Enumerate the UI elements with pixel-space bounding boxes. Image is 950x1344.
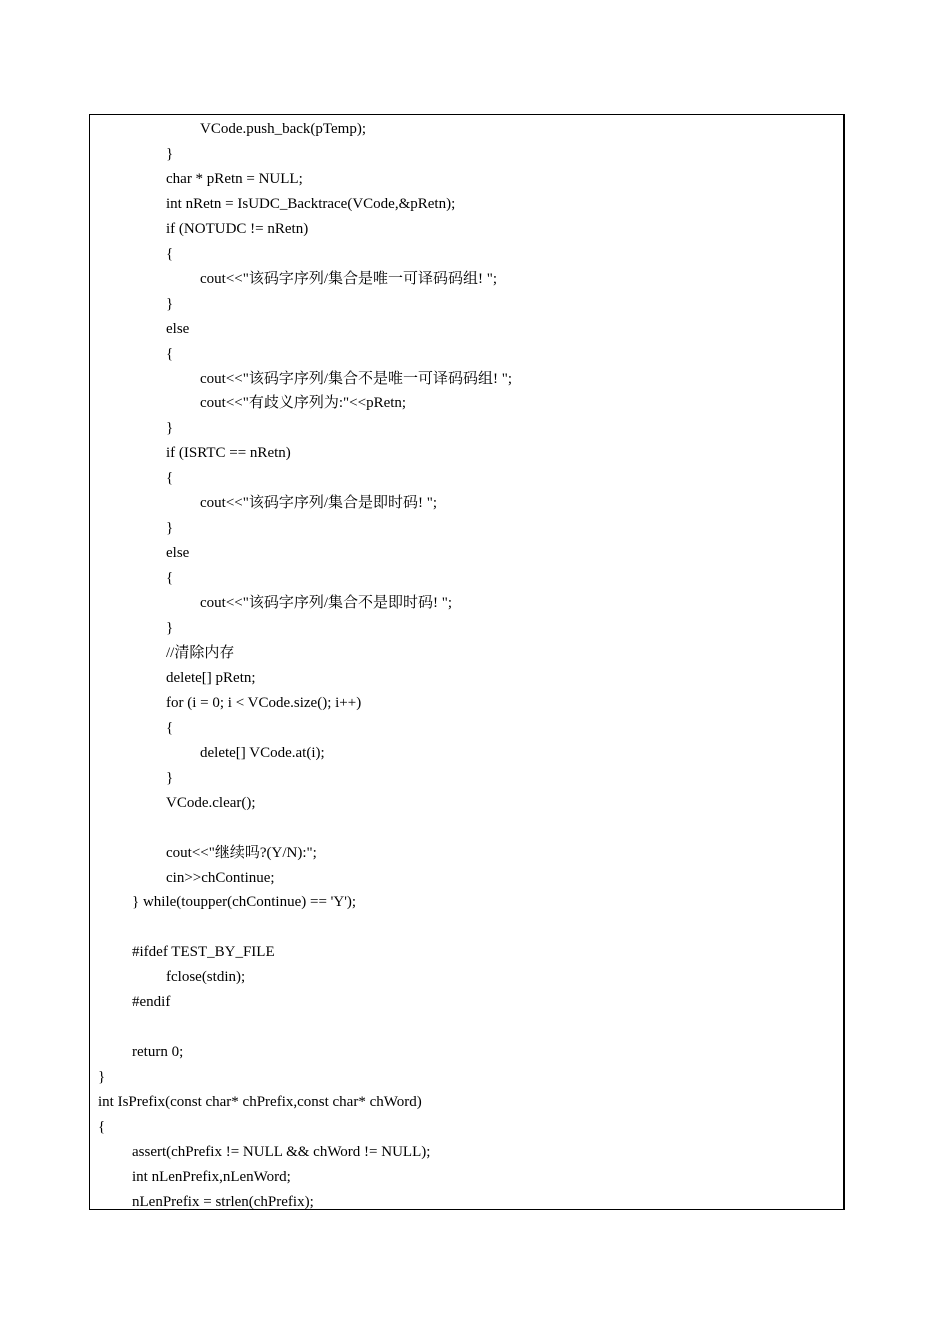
- code-line: cout<<"有歧义序列为:"<<pRetn;: [200, 395, 407, 412]
- code-line: //清除内存: [166, 644, 235, 661]
- code-line: }: [166, 420, 174, 437]
- code-line: delete[] VCode.at(i);: [200, 744, 325, 761]
- code-line: VCode.clear();: [166, 794, 256, 811]
- code-line: {: [166, 719, 174, 736]
- code-line: }: [166, 769, 174, 786]
- code-line: cin>>chContinue;: [166, 869, 275, 886]
- code-line: } while(toupper(chContinue) == 'Y');: [132, 894, 357, 911]
- code-line: cout<<"该码字序列/集合是唯一可译码码组! ";: [200, 270, 498, 287]
- code-line: int IsPrefix(const char* chPrefix,const char* chWord): [98, 1094, 422, 1110]
- code-line: {: [166, 345, 174, 362]
- code-line: }: [166, 295, 174, 312]
- code-listing: [90, 115, 843, 1209]
- code-line: #ifdef TEST_BY_FILE: [132, 944, 275, 961]
- code-line: if (NOTUDC != nRetn): [166, 220, 309, 237]
- code-line: {: [98, 1119, 106, 1135]
- code-line: int nLenPrefix,nLenWord;: [132, 1168, 291, 1185]
- code-line: else: [166, 545, 190, 562]
- code-line: for (i = 0; i < VCode.size(); i++): [166, 694, 362, 711]
- code-line: char * pRetn = NULL;: [166, 170, 303, 187]
- code-line: else: [166, 320, 190, 337]
- code-line: cout<<"继续吗?(Y/N):";: [166, 844, 317, 861]
- code-line: }: [98, 1069, 106, 1086]
- code-line: {: [166, 470, 174, 487]
- code-line: }: [166, 520, 174, 537]
- code-line: {: [166, 570, 174, 587]
- code-line: cout<<"该码字序列/集合不是唯一可译码码组! ";: [200, 370, 513, 387]
- code-frame: [89, 114, 845, 1210]
- code-line: }: [166, 620, 174, 636]
- code-line: cout<<"该码字序列/集合是即时码! ";: [200, 495, 438, 512]
- code-line: #endif: [132, 994, 171, 1011]
- code-line: nLenPrefix = strlen(chPrefix);: [132, 1193, 314, 1210]
- code-line: if (ISRTC == nRetn): [166, 445, 291, 462]
- code-line: {: [166, 245, 174, 262]
- code-line: return 0;: [132, 1044, 184, 1061]
- code-line: delete[] pRetn;: [166, 669, 256, 686]
- code-line: int nRetn = IsUDC_Backtrace(VCode,&pRetn);: [166, 195, 456, 212]
- code-line: fclose(stdin);: [166, 969, 246, 986]
- code-line: VCode.push_back(pTemp);: [200, 121, 366, 137]
- code-line: assert(chPrefix != NULL && chWord != NULL);: [132, 1143, 431, 1160]
- code-line: }: [166, 145, 174, 162]
- code-line: cout<<"该码字序列/集合不是即时码! ";: [200, 595, 453, 612]
